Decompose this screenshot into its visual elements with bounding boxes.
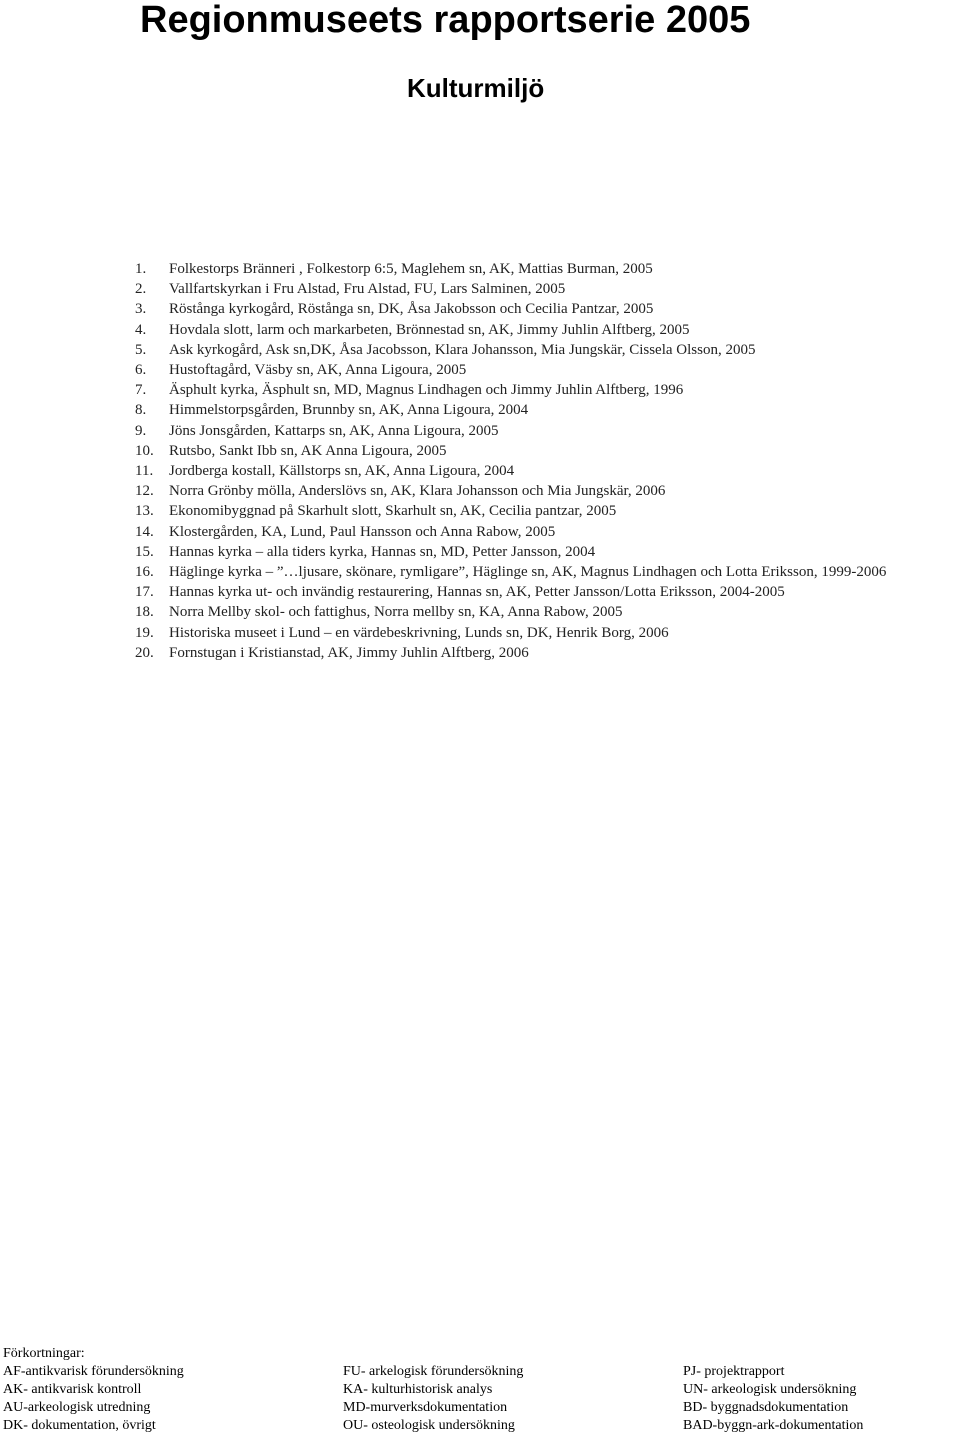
abbreviation-entry: PJ- projektrapport (683, 1364, 785, 1379)
abbreviations-heading: Förkortningar: (3, 1346, 85, 1361)
report-title: Vallfartskyrkan i Fru Alstad, Fru Alstad, FU, Lars Salminen, 2005 (169, 281, 566, 298)
report-number: 3. (135, 301, 147, 318)
report-title: Ask kyrkogård, Ask sn,DK, Åsa Jacobsson, Klara Johansson, Mia Jungskär, Cissela Olsson, 2005 (169, 341, 756, 358)
abbreviation-entry: FU- arkelogisk förundersökning (343, 1364, 524, 1379)
report-title: Ekonomibyggnad på Skarhult slott, Skarhult sn, AK, Cecilia pantzar, 2005 (169, 503, 617, 520)
report-list-item (135, 562, 957, 582)
report-list-item (135, 522, 957, 542)
abbreviation-entry: KA- kulturhistorisk analys (343, 1382, 493, 1397)
report-list-item (135, 623, 957, 643)
abbreviation-entry: BAD-byggn-ark-dokumentation (683, 1418, 864, 1433)
report-list-item (135, 320, 957, 340)
abbreviations-section (3, 1345, 958, 1435)
report-list-item (135, 481, 957, 501)
abbreviations-column (3, 1363, 184, 1435)
report-title: Jöns Jonsgården, Kattarps sn, AK, Anna Ligoura, 2005 (169, 422, 499, 439)
report-list-item (135, 441, 957, 461)
report-list-item (135, 259, 957, 279)
abbreviations-grid (3, 1363, 958, 1435)
report-number: 10. (135, 442, 154, 459)
report-title: Fornstugan i Kristianstad, AK, Jimmy Juhlin Alftberg, 2006 (169, 644, 529, 661)
report-number: 6. (135, 362, 147, 379)
abbreviations-column (343, 1363, 523, 1435)
report-number: 17. (135, 584, 154, 601)
abbreviation-entry: AF-antikvarisk förundersökning (3, 1364, 184, 1379)
report-title: Himmelstorpsgården, Brunnby sn, AK, Anna Ligoura, 2004 (169, 402, 529, 419)
report-title: Häglinge kyrka – ”…ljusare, skönare, rymligare”, Häglinge sn, AK, Magnus Lindhagen och Lotta Eriksson, 1999-2006 (169, 564, 887, 581)
abbreviation-entry: MD-murverksdokumentation (343, 1400, 508, 1415)
report-number: 7. (135, 382, 147, 399)
report-list-item (135, 279, 957, 299)
report-list-item (135, 461, 957, 481)
report-list-item (135, 340, 957, 360)
abbreviation-entry: AU-arkeologisk utredning (3, 1400, 151, 1415)
page-title: Regionmuseets rapportserie 2005 (140, 0, 751, 41)
page-subtitle: Kulturmiljö (407, 73, 545, 103)
report-number: 1. (135, 261, 147, 277)
report-number: 20. (135, 644, 154, 661)
report-number: 18. (135, 604, 154, 621)
abbreviation-entry: AK- antikvarisk kontroll (3, 1382, 142, 1397)
report-list-item (135, 602, 957, 622)
abbreviation-entry: OU- osteologisk undersökning (343, 1418, 515, 1433)
report-number: 4. (135, 321, 147, 338)
abbreviation-entry: UN- arkeologisk undersökning (683, 1382, 857, 1397)
report-title: Hannas kyrka – alla tiders kyrka, Hannas sn, MD, Petter Jansson, 2004 (169, 543, 596, 560)
report-title: Rutsbo, Sankt Ibb sn, AK Anna Ligoura, 2005 (169, 442, 447, 459)
report-number: 12. (135, 483, 154, 500)
report-number: 14. (135, 523, 154, 540)
report-number: 15. (135, 543, 154, 560)
report-list-item (135, 380, 957, 400)
report-title: Hovdala slott, larm och markarbeten, Brönnestad sn, AK, Jimmy Juhlin Alftberg, 2005 (169, 321, 690, 338)
report-list-item (135, 360, 957, 380)
report-number: 11. (135, 463, 154, 480)
report-title: Röstånga kyrkogård, Röstånga sn, DK, Åsa Jakobsson och Cecilia Pantzar, 2005 (169, 301, 654, 318)
report-list-item (135, 421, 957, 441)
report-list-item (135, 400, 957, 420)
report-list-item (135, 643, 957, 663)
report-title: Jordberga kostall, Källstorps sn, AK, Anna Ligoura, 2004 (169, 463, 515, 480)
report-title: Hannas kyrka ut- och invändig restaurering, Hannas sn, AK, Petter Jansson/Lotta Eriksson, 2004-2005 (169, 584, 785, 601)
report-title: Hustoftagård, Väsby sn, AK, Anna Ligoura, 2005 (169, 362, 467, 379)
report-title: Norra Grönby mölla, Anderslövs sn, AK, Klara Johansson och Mia Jungskär, 2006 (169, 483, 666, 500)
report-title: Folkestorps Bränneri , Folkestorp 6:5, Maglehem sn, AK, Mattias Burman, 2005 (169, 261, 653, 277)
abbreviation-entry: BD- byggnadsdokumentation (683, 1400, 849, 1415)
report-number: 16. (135, 564, 154, 581)
report-list-item (135, 542, 957, 562)
report-number: 8. (135, 402, 147, 419)
report-number: 5. (135, 341, 147, 358)
report-title: Norra Mellby skol- och fattighus, Norra mellby sn, KA, Anna Rabow, 2005 (169, 604, 623, 621)
report-number: 19. (135, 624, 154, 641)
report-number: 13. (135, 503, 154, 520)
abbreviations-column (683, 1363, 863, 1435)
report-list-item (135, 501, 957, 521)
abbreviation-entry: DK- dokumentation, övrigt (3, 1418, 156, 1433)
report-title: Äsphult kyrka, Äsphult sn, MD, Magnus Lindhagen och Jimmy Juhlin Alftberg, 1996 (169, 382, 684, 399)
report-number: 2. (135, 281, 147, 298)
report-number: 9. (135, 422, 147, 439)
report-title: Klostergården, KA, Lund, Paul Hansson och Anna Rabow, 2005 (169, 523, 556, 540)
report-title: Historiska museet i Lund – en värdebeskrivning, Lunds sn, DK, Henrik Borg, 2006 (169, 624, 669, 641)
report-list-item (135, 582, 957, 602)
report-list (135, 259, 957, 663)
report-list-item (135, 299, 957, 319)
